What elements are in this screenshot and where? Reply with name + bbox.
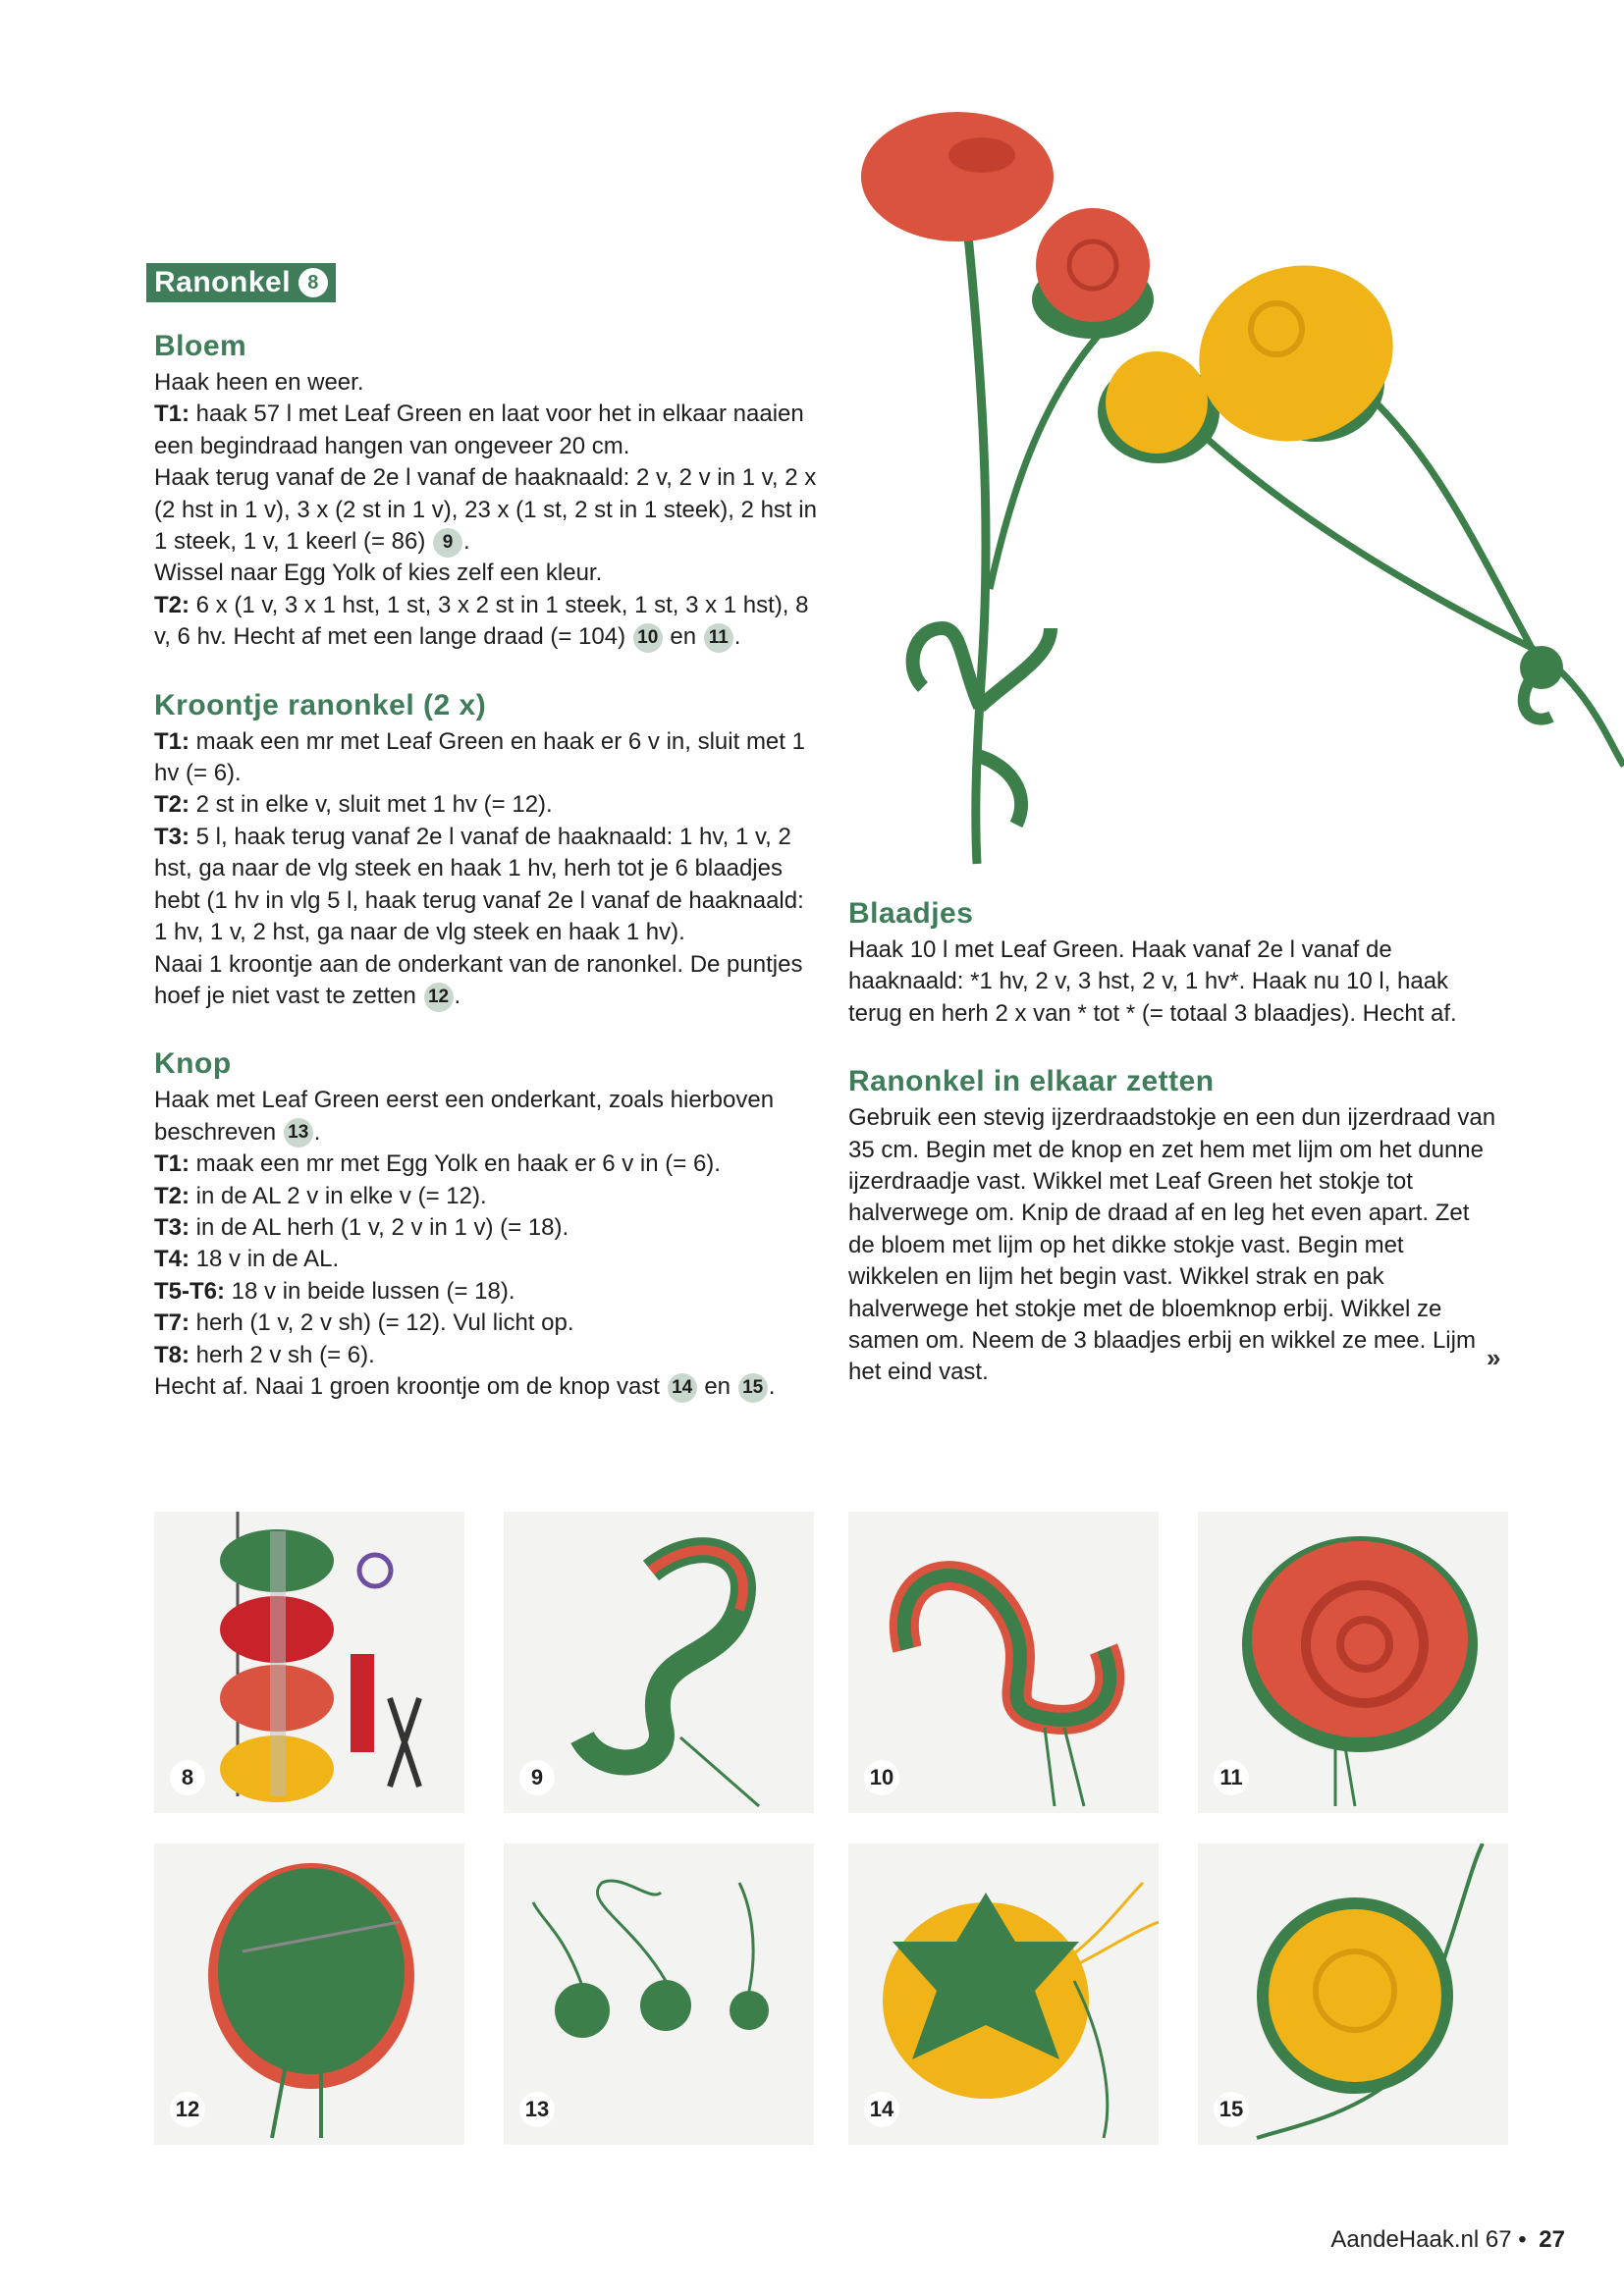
main-stem — [967, 226, 986, 864]
bud-stem — [990, 334, 1100, 589]
step-photo-10 — [848, 1512, 1159, 1813]
bloem-t1-text2: Haak terug vanaf de 2e l vanaf de haaknaald: 2 v, 2 v in 1 v, 2 x (2 hst in 1 v), 3 x (2 st in 1 v), 23 x (1 st, 2 st in 1 steek), 2 hst in 1 steek, 1 v, 1 keerl (= 86) — [154, 464, 817, 556]
page-footer — [1330, 2226, 1565, 2254]
bloem-intro: Haak heen en weer. — [154, 369, 364, 396]
knop-round-text: maak een mr met Egg Yolk en haak er 6 v in (= 6). — [189, 1150, 721, 1178]
photo-label: 13 — [519, 2092, 555, 2127]
footer-bullet: • — [1518, 2226, 1527, 2253]
bloem-t2-label: T2: — [154, 591, 189, 618]
photo-ref-13: 13 — [284, 1118, 313, 1148]
knop-intro: Haak met Leaf Green eerst een onderkant, zoals hierboven beschreven 13 . — [154, 1085, 822, 1148]
knop-round-label: T7: — [154, 1309, 189, 1337]
page-number: 27 — [1539, 2226, 1565, 2253]
knop-round — [154, 1340, 822, 1371]
right-column — [848, 895, 1496, 1389]
step-photo-14 — [848, 1843, 1159, 2145]
bloem-t1-label: T1: — [154, 400, 189, 428]
knop-round-text: herh (1 v, 2 v sh) (= 12). Vul licht op. — [189, 1309, 574, 1337]
photo-label: 15 — [1214, 2092, 1249, 2127]
step-photo-13 — [504, 1843, 814, 2145]
knop-outro: Hecht af. Naai 1 groen kroontje om de knop vast 14 en 15 . — [154, 1371, 822, 1403]
kroontje-t1-text: maak een mr met Leaf Green en haak er 6 v in, sluit met 1 hv (= 6). — [154, 727, 805, 787]
section-title — [146, 263, 336, 302]
kroontje-t2-text: 2 st in elke v, sluit met 1 hv (= 12). — [189, 791, 553, 819]
photo-label: 8 — [170, 1760, 205, 1795]
kroontje-note: Naai 1 kroontje aan de onderkant van de ranonkel. De puntjes hoef je niet vast te zetten 12 . — [154, 949, 822, 1013]
knop-round — [154, 1276, 822, 1308]
step-photo-11 — [1198, 1512, 1508, 1813]
bloem-t2-en: en — [670, 623, 697, 651]
knop-round — [154, 1308, 822, 1339]
yellow-bud — [1106, 351, 1208, 454]
kroontje-t1 — [154, 726, 822, 790]
knop-round — [154, 1181, 822, 1212]
red-flower — [861, 112, 1054, 241]
kroontje-t3-label: T3: — [154, 823, 189, 850]
kroontje-t1-label: T1: — [154, 727, 189, 755]
photo-label: 12 — [170, 2092, 205, 2127]
knop-round-text: 18 v in beide lussen (= 18). — [225, 1277, 515, 1305]
continue-mark: » — [1487, 1343, 1501, 1372]
magazine-name: AandeHaak.nl 67 — [1330, 2226, 1512, 2253]
kroontje-t3 — [154, 822, 822, 949]
kroontje-t2-label: T2: — [154, 791, 189, 819]
bloem-t1 — [154, 399, 822, 462]
knop-outro-text: Hecht af. Naai 1 groen kroontje om de knop vast — [154, 1372, 660, 1400]
step-photo-12 — [154, 1843, 464, 2145]
kroontje-t3-text: 5 l, haak terug vanaf 2e l vanaf de haaknaald: 1 hv, 1 v, 2 hst, ga naar de vlg steek en haak 1 hv, herh tot je 6 blaadjes hebt (1 hv in vlg 5 l, haak terug vanaf 2e l vanaf de haaknaald: 1 hv, 1 v, 2 hst, ga naar de vlg steek en haak 1 hv). — [154, 823, 804, 946]
knop-round-text: in de AL herh (1 v, 2 v in 1 v) (= 18). — [189, 1213, 569, 1241]
yellow-bud-stem — [1355, 383, 1532, 648]
knop-round-label: T4: — [154, 1246, 189, 1273]
step-photo-8 — [154, 1512, 464, 1813]
kroontje-note-text: Naai 1 kroontje aan de onderkant van de ranonkel. De puntjes hoef je niet vast te zetten — [154, 950, 803, 1009]
knop-round — [154, 1212, 822, 1244]
assembly-text: Gebruik een stevig ijzerdraadstokje en een dun ijzerdraad van 35 cm. Begin met de knop en zet hem met lijm om het dunne ijzerdraadje vast. Wikkel met Leaf Green het stokje tot halverwege om. Knip de draad af en leg het even apart. Zet de bloem met lijm op het dikke stokje vast. Begin met wikkelen en lijm het begin vast. Wikkel strak en pak halverwege het stokje met de bloemknop erbij. Wikkel ze samen om. Neem de 3 blaadjes erbij en wikkel ze mee. Lijm het eind vast. — [848, 1104, 1496, 1386]
red-flower-center — [948, 137, 1015, 173]
blaadjes-heading: Blaadjes — [848, 897, 974, 930]
knop-round-label: T8: — [154, 1341, 189, 1368]
knop-heading: Knop — [154, 1047, 232, 1081]
photo-ref-9: 9 — [433, 528, 462, 558]
bloem-color-switch: Wissel naar Egg Yolk of kies zelf een kleur. — [154, 560, 603, 587]
knop-round — [154, 1148, 822, 1180]
kroontje-heading: Kroontje ranonkel (2 x) — [154, 688, 487, 721]
bloem-t2: T2: 6 x (1 v, 3 x 1 hst, 1 st, 3 x 2 st in 1 steek, 1 st, 3 x 1 hst), 8 v, 6 hv. Hecht af met een lange draad (= 104) 10 en 11 . — [154, 590, 822, 654]
photo-label: 14 — [864, 2092, 899, 2127]
knop-round-text: herh 2 v sh (= 6). — [189, 1341, 375, 1368]
hero-flowers-illustration — [844, 79, 1624, 923]
knop-outro-en: en — [704, 1372, 731, 1400]
photo-ref-11: 11 — [704, 623, 733, 653]
photo-ref-12: 12 — [424, 983, 454, 1012]
leaf-lower — [978, 756, 1021, 825]
assembly-heading: Ranonkel in elkaar zetten — [848, 1065, 1215, 1098]
photo-label: 11 — [1214, 1760, 1249, 1795]
photo-label: 10 — [864, 1760, 899, 1795]
blaadjes-text: Haak 10 l met Leaf Green. Haak vanaf 2e l vanaf de haaknaald: *1 hv, 2 v, 3 hst, 2 v, 1 hv*. Haak nu 10 l, haak terug en herh 2 x van * tot * (= totaal 3 blaadjes). Hecht af. — [848, 936, 1457, 1027]
bloem-t1-continued: Haak terug vanaf de 2e l vanaf de haaknaald: 2 v, 2 v in 1 v, 2 x (2 hst in 1 v), 3 x (2 st in 1 v), 23 x (1 st, 2 st in 1 steek), 2 hst in 1 steek, 1 v, 1 keerl (= 86) 9 . — [154, 462, 822, 558]
knop-round-label: T1: — [154, 1150, 189, 1178]
step-photo-9 — [504, 1512, 814, 1813]
photo-ref-15: 15 — [738, 1373, 768, 1403]
kroontje-t2 — [154, 789, 822, 821]
photo-label: 9 — [519, 1760, 555, 1795]
bloem-heading: Bloem — [154, 330, 247, 362]
knop-round-text: 18 v in de AL. — [189, 1246, 340, 1273]
section-number-badge: 8 — [298, 268, 328, 297]
red-bud — [1036, 208, 1150, 322]
bloem-t2-text: 6 x (1 v, 3 x 1 hst, 1 st, 3 x 2 st in 1 steek, 1 st, 3 x 1 hst), 8 v, 6 hv. Hecht af met een lange draad (= 104) — [154, 591, 809, 651]
knop-intro-text: Haak met Leaf Green eerst een onderkant, zoals hierboven beschreven — [154, 1087, 775, 1146]
knop-round-label: T2: — [154, 1182, 189, 1209]
knop-round-label: T5-T6: — [154, 1277, 225, 1305]
section-title-text: Ranonkel — [154, 266, 292, 298]
leaf-right — [980, 628, 1051, 707]
left-column — [154, 328, 822, 1403]
knop-round — [154, 1244, 822, 1275]
photo-ref-14: 14 — [668, 1373, 697, 1403]
bloem-t1-text: haak 57 l met Leaf Green en laat voor het in elkaar naaien een begindraad hangen van ongeveer 20 cm. — [154, 400, 804, 459]
knop-round-label: T3: — [154, 1213, 189, 1241]
photo-ref-10: 10 — [633, 623, 663, 653]
leaf-left — [913, 628, 980, 707]
step-photo-15 — [1198, 1843, 1508, 2145]
yellow-stem — [1168, 402, 1624, 766]
knop-round-text: in de AL 2 v in elke v (= 12). — [189, 1182, 487, 1209]
